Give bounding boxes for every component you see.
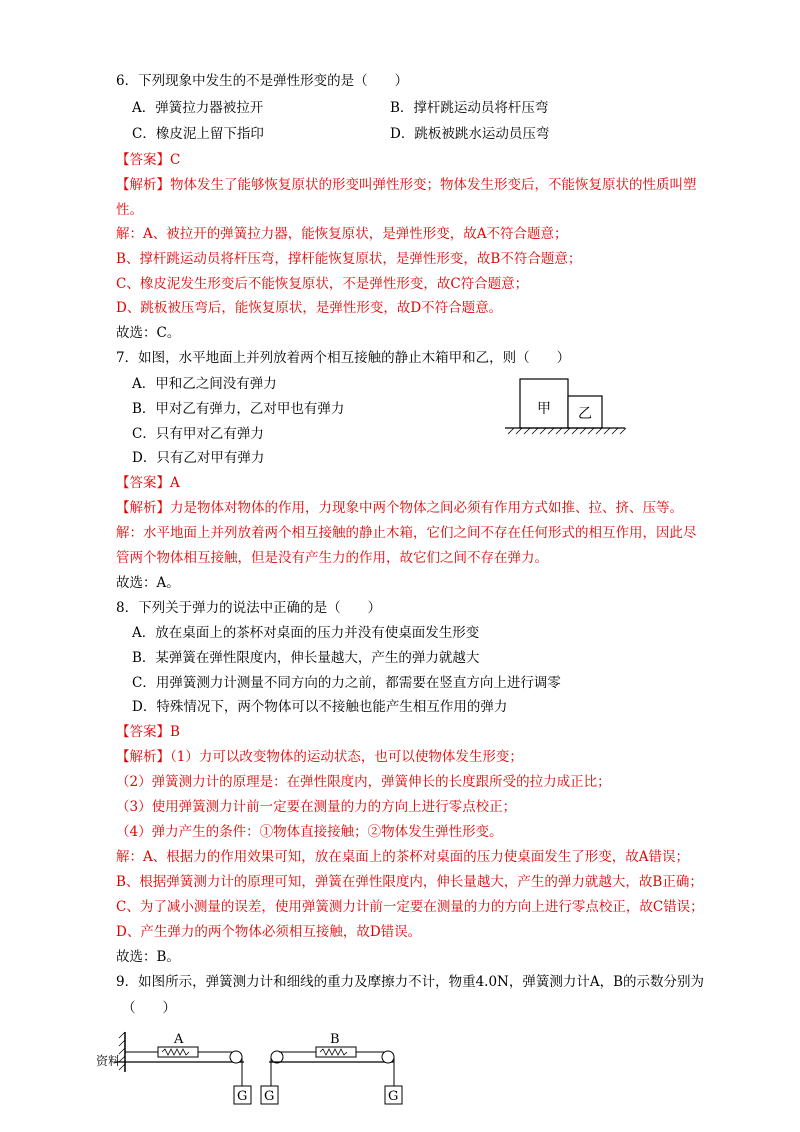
q8-analysis-line: D、产生弹力的两个物体必须相互接触，故D错误。 xyxy=(116,924,422,940)
q8-option-c: C．用弹簧测力计测量不同方向的力之前，都需要在竖直方向上进行调零 xyxy=(132,675,561,691)
scale-b-label: B xyxy=(330,1032,340,1047)
q8-answer: 【答案】B xyxy=(116,724,180,740)
q8-option-d: D．特殊情况下，两个物体可以不接触也能产生相互作用的弹力 xyxy=(132,699,508,715)
spring-scale-a xyxy=(158,1047,198,1057)
q6-analysis-line: D、跳板被压弯后，能恢复原状，是弹性形变，故D不符合题意。 xyxy=(116,300,503,316)
q7-option-b: B．甲对乙有弹力，乙对甲也有弹力 xyxy=(132,401,345,417)
box-jia-label: 甲 xyxy=(537,401,551,417)
q7-stem: 7．如图，水平地面上并列放着两个相互接触的静止木箱甲和乙，则（ ） xyxy=(116,350,571,366)
spring-scale-b xyxy=(316,1047,356,1057)
q6-analysis-line: 解：A、被拉开的弹簧拉力器，能恢复原状，是弹性形变，故A不符合题意； xyxy=(116,226,568,242)
weight-middle-label: G xyxy=(264,1089,275,1104)
q6-option-b: B．撑杆跳运动员将杆压弯 xyxy=(390,100,549,116)
q6-stem: 6．下列现象中发生的不是弹性形变的是（ ） xyxy=(116,73,409,89)
q7-boxes-figure xyxy=(500,374,630,436)
q6-conclusion: 故选：C。 xyxy=(116,325,181,341)
box-yi-label: 乙 xyxy=(578,406,592,422)
q6-analysis-line: 【解析】物体发生了能够恢复原状的形变叫弹性形变；物体发生形变后，不能恢复原状的性质叫塑 xyxy=(116,177,697,193)
q8-analysis-line: （2）弹簧测力计的原理是：在弹性限度内，弹簧伸长的长度跟所受的拉力成正比； xyxy=(116,774,611,790)
q9-spring-scales-figure xyxy=(94,1020,414,1120)
weight-left-label: G xyxy=(237,1089,248,1104)
q8-conclusion: 故选：B。 xyxy=(116,949,180,965)
q7-option-d: D．只有乙对甲有弹力 xyxy=(132,450,265,466)
watermark-text: 资料 xyxy=(96,1054,121,1068)
q8-analysis-line: 【解析】（1）力可以改变物体的运动状态，也可以使物体发生形变； xyxy=(116,749,523,765)
q7-conclusion: 故选：A。 xyxy=(116,575,180,591)
q6-analysis-line: 性。 xyxy=(116,202,143,218)
q8-analysis-line: （3）使用弹簧测力计前一定要在测量的力的方向上进行零点校正； xyxy=(116,799,517,815)
q6-option-c: C．橡皮泥上留下指印 xyxy=(132,126,264,142)
q6-option-d: D．跳板被跳水运动员压弯 xyxy=(390,126,550,142)
q8-analysis-line: 解：A、根据力的作用效果可知，放在桌面上的茶杯对桌面的压力使桌面发生了形变，故A错误； xyxy=(116,849,689,865)
q8-analysis-line: B、根据弹簧测力计的原理可知，弹簧在弹性限度内，伸长量越大，产生的弹力就越大，故B正确； xyxy=(116,874,703,890)
q7-option-a: A．甲和乙之间没有弹力 xyxy=(132,376,277,392)
pulley xyxy=(230,1051,242,1063)
pulley xyxy=(382,1051,394,1063)
q8-option-a: A．放在桌面上的茶杯对桌面的压力并没有使桌面发生形变 xyxy=(132,625,480,641)
pulley xyxy=(271,1051,283,1063)
q7-answer: 【答案】A xyxy=(116,475,180,491)
q8-option-b: B．某弹簧在弹性限度内，伸长量越大，产生的弹力就越大 xyxy=(132,650,480,666)
q6-analysis-line: C、橡皮泥发生形变后不能恢复原状，不是弹性形变，故C符合题意； xyxy=(116,276,529,292)
q7-analysis-line: 解：水平地面上并列放着两个相互接触的静止木箱，它们之间不存在任何形式的相互作用，因此尽 xyxy=(116,525,697,541)
ground-hatch xyxy=(508,428,626,434)
q7-analysis-line: 【解析】力是物体对物体的作用，力现象中两个物体之间必须有作用方式如推、拉、挤、压等。 xyxy=(116,500,683,516)
scale-a-label: A xyxy=(174,1032,184,1047)
weight-right-label: G xyxy=(388,1089,399,1104)
q8-analysis-line: （4）弹力产生的条件：①物体直接接触；②物体发生弹性形变。 xyxy=(116,824,503,840)
q6-answer: 【答案】C xyxy=(116,152,181,168)
q9-blank: （ ） xyxy=(122,1000,176,1016)
q8-stem: 8．下列关于弹力的说法中正确的是（ ） xyxy=(116,600,382,616)
q6-analysis-line: B、撑杆跳运动员将杆压弯，撑杆能恢复原状，是弹性形变，故B不符合题意； xyxy=(116,251,582,267)
q7-option-c: C．只有甲对乙有弹力 xyxy=(132,426,264,442)
q8-analysis-line: C、为了减小测量的误差，使用弹簧测力计前一定要在测量的力的方向上进行零点校正，故C错误； xyxy=(116,899,704,915)
q9-stem: 9．如图所示，弹簧测力计和细线的重力及摩擦力不计，物重4.0N，弹簧测力计A，B的示数分别为 xyxy=(116,974,705,990)
q7-analysis-line: 管两个物体相互接触，但是没有产生力的作用，故它们之间不存在弹力。 xyxy=(116,550,548,566)
q6-option-a: A．弹簧拉力器被拉开 xyxy=(132,100,264,116)
